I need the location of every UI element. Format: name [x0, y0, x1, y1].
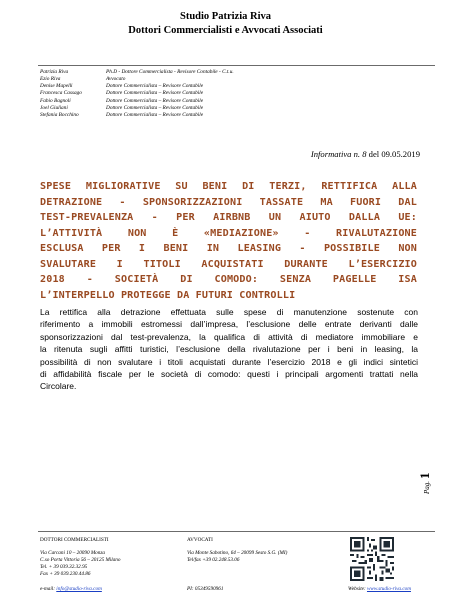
email-label: e-mail:	[40, 586, 55, 592]
footer-line: C.so Porta Vittoria 56 – 20125 Milano	[40, 556, 121, 563]
staff-role: Dottore Commercialista – Revisore Contabile	[106, 97, 204, 104]
footer-divider	[38, 531, 435, 532]
pi-value: 05349590961	[194, 586, 224, 592]
website-link[interactable]: www.studio-riva.com	[366, 586, 411, 592]
staff-name: Ezio Riva	[40, 76, 61, 83]
studio-subtitle: Dottori Commercialisti e Avvocati Associati	[128, 25, 323, 36]
title-line: ESCLUSA PER I BENI IN LEASING - POSSIBILE NON	[40, 243, 417, 254]
staff-row	[40, 98, 234, 105]
staff-row	[40, 105, 234, 112]
email-link[interactable]: info@studio-riva.com	[56, 586, 102, 592]
staff-role: Dottore Commercialista – Revisore Contabile	[106, 111, 204, 118]
title-line: SPESE MIGLIORATIVE SU BENI DI TERZI, RETTIFICA ALLA	[40, 181, 417, 192]
footer-heading: AVVOCATI	[187, 537, 213, 543]
staff-name: Denise Mapelli	[40, 83, 73, 90]
body-line: sponsorizzazioni dal test-prevalenza, la qualifica di attività di mediatore immobiliare e	[40, 331, 418, 342]
document-title	[40, 179, 417, 303]
footer-line: Fax + 39 039.230.44.86	[40, 570, 91, 577]
title-line: DETRAZIONE - SPONSORIZZAZIONI TASSATE MA FUORI DAL	[40, 196, 417, 208]
informativa-date: del 09.05.2019	[368, 149, 420, 159]
footer-line: Tel/fax +39 02.248.53.06	[187, 556, 240, 563]
staff-name: Fabio Bagnoli	[40, 97, 71, 104]
qr-code-icon	[350, 537, 394, 581]
staff-name: Francesca Cassago	[40, 90, 82, 97]
staff-name: Stefania Bocchino	[40, 111, 79, 118]
staff-name: Joel Giuliani	[40, 104, 68, 111]
title-line: TEST-PREVALENZA - PER AIRBNB UN AIUTO DALLA UE:	[40, 212, 417, 223]
footer-heading: DOTTORI COMMERCIALISTI	[40, 537, 109, 543]
footer-commercialisti	[40, 537, 120, 578]
staff-role: Dottore Commercialista – Revisore Contabile	[106, 90, 204, 97]
body-line: possibilità di non svalutare i titoli acquistati durante l’esercizio 2018 e gli indici sintetici	[40, 356, 418, 367]
page-number	[417, 472, 433, 494]
website-label: Website:	[348, 586, 366, 592]
staff-role: Dottore Commercialista – Revisore Contabile	[106, 83, 204, 90]
title-line: SVALUTARE I TITOLI ACQUISTATI DURANTE L’ESERCIZIO	[40, 258, 417, 270]
footer-avvocati	[187, 537, 287, 564]
title-line: L’INTERPELLO PROTEGGE DA FUTURI CONTROLLI	[40, 289, 296, 301]
informativa-number: Informativa n. 8	[310, 149, 367, 159]
page-number-value: 1	[417, 472, 432, 479]
summary-paragraph	[40, 306, 418, 393]
staff-row	[40, 76, 234, 83]
informativa-reference	[311, 149, 420, 159]
staff-role: Dottore Commercialista – Revisore Contabile	[106, 104, 204, 111]
staff-name: Patrizia Riva	[40, 69, 69, 75]
studio-name: Studio Patrizia Riva	[180, 11, 271, 22]
staff-row	[40, 112, 234, 119]
staff-role: Ph.D - Dottore Commercialista - Revisore Contabile - C.t.u.	[106, 69, 234, 75]
body-line: di affidabilità fiscale per le società di comodo: questi i principali argomenti trattati nella	[40, 369, 418, 380]
body-line: la ritenuta sugli affitti turistici, l’esclusione della rivalutazione per i beni in leasing, la	[40, 344, 418, 355]
pi-label: PI:	[187, 586, 194, 592]
title-line: L’ATTIVITÀ NON È «MEDIAZIONE» - RIVALUTAZIONE	[40, 227, 417, 239]
staff-role: Avvocato	[106, 76, 126, 83]
body-line: riferimento a immobili estromessi dall’impresa, l’esclusione delle entrate derivanti dalle	[40, 319, 418, 330]
title-line: 2018 - SOCIETÀ DI COMODO: SENZA PAGELLE ISA	[40, 274, 417, 285]
footer-line: Tel. + 39 039.32.32.95	[40, 563, 88, 570]
page-label: Pag.	[423, 480, 431, 494]
footer-email	[40, 586, 102, 593]
footer-partita-iva	[187, 586, 223, 593]
footer-line: Via Carcani 10 – 20090 Monza	[40, 549, 105, 556]
body-line: La rettifica alla detrazione effettuata sulle spese di manutenzione sostenute con	[40, 307, 418, 317]
header-divider	[38, 65, 435, 66]
staff-row	[40, 90, 234, 97]
footer-line: Via Monte Sabotino, 64 – 20099 Sesto S.G. (MI)	[187, 549, 288, 556]
body-line: Circolare.	[40, 381, 77, 392]
staff-list	[40, 69, 234, 119]
staff-row	[40, 69, 234, 76]
footer-website	[348, 586, 411, 593]
staff-row	[40, 83, 234, 90]
